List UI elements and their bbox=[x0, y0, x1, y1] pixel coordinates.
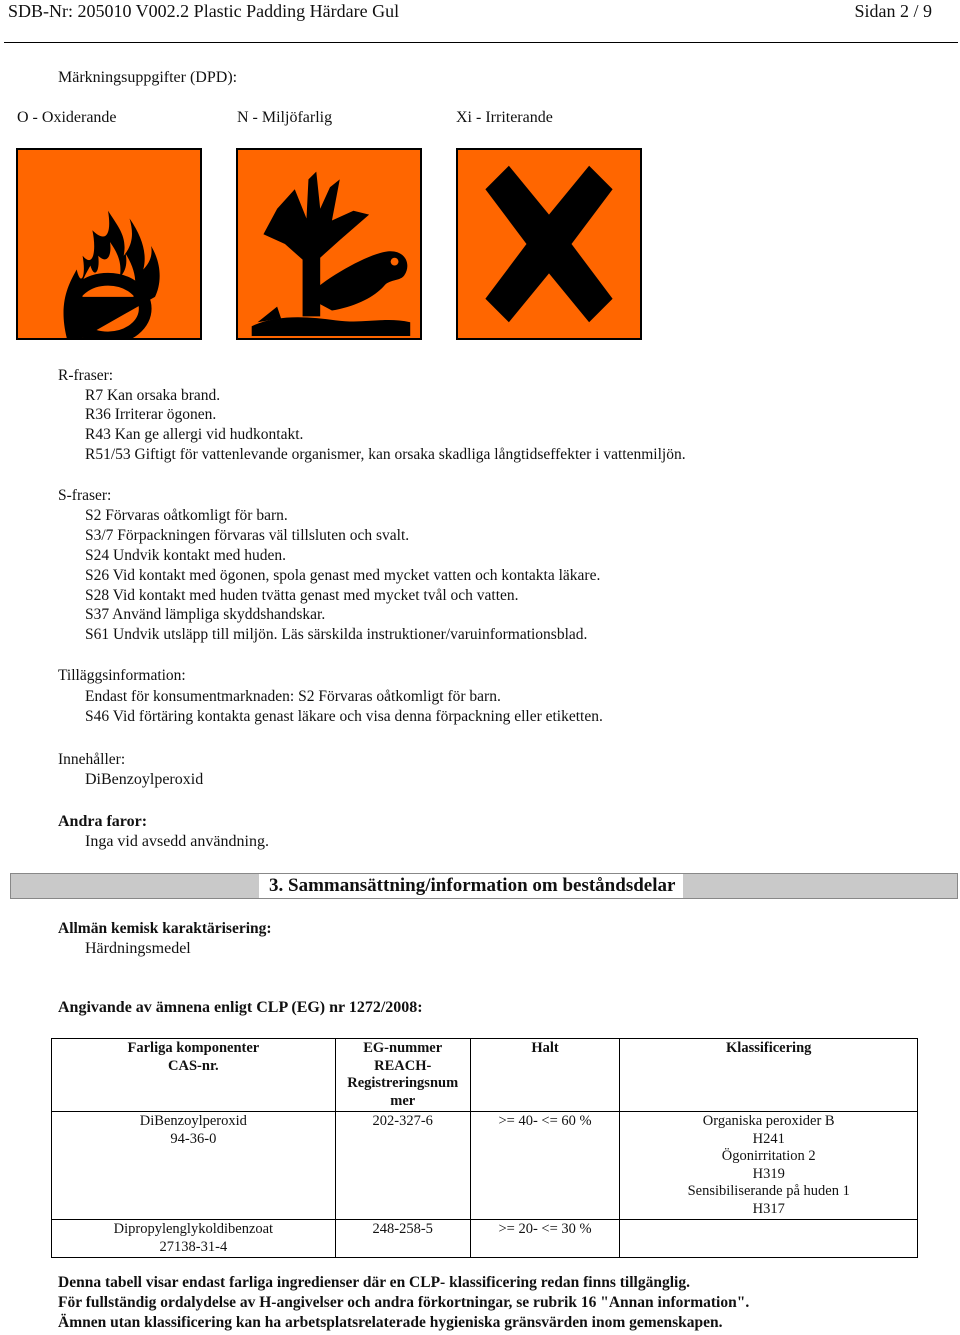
general-characterisation-heading: Allmän kemisk karaktärisering: bbox=[58, 920, 272, 937]
contains-heading: Innehåller: bbox=[58, 751, 126, 768]
header-divider bbox=[4, 42, 958, 43]
flame-over-circle-icon bbox=[16, 148, 202, 340]
section-3-bar bbox=[10, 873, 958, 899]
component-cell: DiBenzoylperoxid 94-36-0 bbox=[52, 1112, 336, 1220]
symbol-label-environment: N - Miljöfarlig bbox=[237, 109, 333, 126]
column-header-components: Farliga komponenter CAS-nr. bbox=[52, 1039, 336, 1112]
other-hazards-heading: Andra faror: bbox=[58, 813, 148, 830]
r-phrase-item: R51/53 Giftigt för vattenlevande organismer, kan orsaka skadliga långtidseffekter i vattenmiljön. bbox=[85, 446, 686, 463]
column-header-classification: Klassificering bbox=[620, 1039, 918, 1112]
s-phrase-item: S28 Vid kontakt med huden tvätta genast med mycket tvål och vatten. bbox=[85, 587, 519, 604]
r-phrase-item: R43 Kan ge allergi vid hudkontakt. bbox=[85, 426, 304, 443]
component-cell: Dipropylenglykoldibenzoat 27138-31-4 bbox=[52, 1220, 336, 1258]
r-phrases-heading: R-fraser: bbox=[58, 367, 114, 384]
s-phrase-item: S37 Använd lämpliga skyddshandskar. bbox=[85, 606, 326, 623]
clp-heading: Angivande av ämnena enligt CLP (EG) nr 1272/2008: bbox=[58, 999, 423, 1016]
section-3-title: 3. Sammansättning/information om beståndsdelar bbox=[259, 874, 683, 898]
ec-number-cell: 248-258-5 bbox=[335, 1220, 470, 1258]
s-phrase-item: S61 Undvik utsläpp till miljön. Läs särskilda instruktioner/varuinformationsblad. bbox=[85, 626, 588, 643]
ec-number-cell: 202-327-6 bbox=[335, 1112, 470, 1220]
s-phrases-heading: S-fraser: bbox=[58, 487, 112, 504]
table-note: För fullständig ordalydelse av H-angivelser och andra förkortningar, se rubrik 16 "Annan information". bbox=[58, 1294, 750, 1311]
r-phrase-item: R36 Irriterar ögonen. bbox=[85, 406, 217, 423]
labelling-title: Märkningsuppgifter (DPD): bbox=[58, 69, 238, 86]
classification-cell bbox=[620, 1220, 918, 1258]
header-document-info: SDB-Nr: 205010 V002.2 Plastic Padding Härdare Gul bbox=[8, 1, 400, 21]
table-note: Ämnen utan klassificering kan ha arbetsplatsrelaterade hygieniska gränsvärden inom gemenskapen. bbox=[58, 1314, 723, 1331]
content-cell: >= 40- <= 60 % bbox=[470, 1112, 620, 1220]
table-row bbox=[52, 1220, 918, 1258]
column-header-content: Halt bbox=[470, 1039, 620, 1112]
content-cell: >= 20- <= 30 % bbox=[470, 1220, 620, 1258]
s-phrase-item: S3/7 Förpackningen förvaras väl tillsluten och svalt. bbox=[85, 527, 410, 544]
symbol-label-irritant: Xi - Irriterande bbox=[456, 109, 553, 126]
symbol-label-oxidising: O - Oxiderande bbox=[17, 109, 117, 126]
table-header-row bbox=[52, 1039, 918, 1112]
table-notes bbox=[58, 1273, 749, 1333]
saltire-cross-icon bbox=[456, 148, 642, 340]
table-note: Denna tabell visar endast farliga ingredienser där en CLP- klassificering redan finns tillgänglig. bbox=[58, 1274, 690, 1291]
column-header-ec-number: EG-nummer REACH- Registreringsnum mer bbox=[335, 1039, 470, 1112]
s-phrase-item: S26 Vid kontakt med ögonen, spola genast med mycket vatten och kontakta läkare. bbox=[85, 567, 601, 584]
additional-info-heading: Tilläggsinformation: bbox=[58, 667, 186, 684]
other-hazards-value: Inga vid avsedd användning. bbox=[85, 833, 269, 850]
s-phrase-item: S2 Förvaras oåtkomligt för barn. bbox=[85, 507, 288, 524]
classification-cell: Organiska peroxider B H241 Ögonirritation 2 H319 Sensibiliserande på huden 1 H317 bbox=[620, 1112, 918, 1220]
header-page-number: Sidan 2 / 9 bbox=[854, 1, 932, 21]
table-row bbox=[52, 1112, 918, 1220]
dead-tree-fish-icon bbox=[236, 148, 422, 340]
components-table bbox=[51, 1038, 918, 1258]
additional-info-item: S46 Vid förtäring kontakta genast läkare och visa denna förpackning eller etiketten. bbox=[85, 708, 603, 725]
contains-value: DiBenzoylperoxid bbox=[85, 771, 204, 788]
additional-info-item: Endast för konsumentmarknaden: S2 Förvaras oåtkomligt för barn. bbox=[85, 688, 501, 705]
general-characterisation-value: Härdningsmedel bbox=[85, 940, 191, 957]
r-phrase-item: R7 Kan orsaka brand. bbox=[85, 387, 221, 404]
s-phrase-item: S24 Undvik kontakt med huden. bbox=[85, 547, 287, 564]
